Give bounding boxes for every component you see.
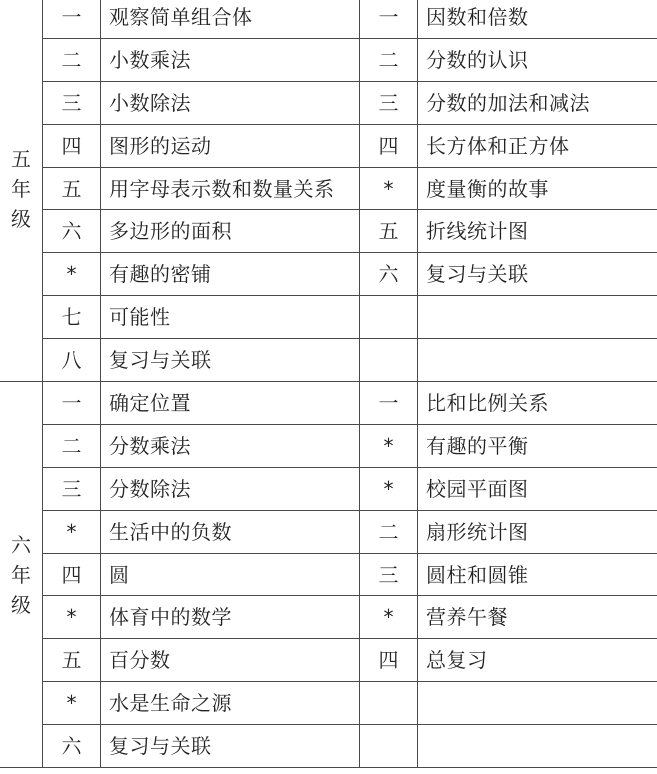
semester2-unit-number: [360, 296, 418, 339]
table-row: [0, 167, 657, 210]
semester2-unit-number: *: [360, 424, 418, 467]
table-row: [0, 124, 657, 167]
semester1-unit-title: 生活中的负数: [101, 510, 360, 553]
semester2-unit-title: [418, 682, 657, 725]
table-row: [0, 596, 657, 639]
semester2-unit-title: 扇形统计图: [418, 510, 657, 553]
semester1-unit-title: 复习与关联: [101, 725, 360, 768]
table-row: [0, 210, 657, 253]
semester2-unit-title: 校园平面图: [418, 467, 657, 510]
semester1-unit-number: 八: [43, 339, 101, 382]
semester2-unit-number: 二: [360, 510, 418, 553]
semester2-unit-number: [360, 725, 418, 768]
semester1-unit-number: 五: [43, 639, 101, 682]
semester1-unit-title: 复习与关联: [101, 339, 360, 382]
table-row: [0, 253, 657, 296]
semester1-unit-number: 一: [43, 382, 101, 425]
semester1-unit-number: *: [43, 510, 101, 553]
semester1-unit-title: 图形的运动: [101, 124, 360, 167]
table-row: [0, 639, 657, 682]
semester2-unit-title: 长方体和正方体: [418, 124, 657, 167]
semester1-unit-number: 二: [43, 424, 101, 467]
semester1-unit-number: *: [43, 253, 101, 296]
semester1-unit-number: *: [43, 596, 101, 639]
table-row: [0, 296, 657, 339]
grade-label: 六年级: [11, 532, 31, 617]
semester1-unit-title: 分数乘法: [101, 424, 360, 467]
grade-label: 五年级: [11, 146, 31, 231]
semester1-unit-title: 小数乘法: [101, 38, 360, 81]
semester1-unit-title: 小数除法: [101, 81, 360, 124]
semester2-unit-number: 四: [360, 124, 418, 167]
semester2-unit-number: [360, 339, 418, 382]
grade-cell: [0, 0, 43, 382]
semester2-unit-title: 营养午餐: [418, 596, 657, 639]
semester1-unit-number: 三: [43, 467, 101, 510]
table-row: [0, 38, 657, 81]
semester2-unit-number: [360, 682, 418, 725]
semester1-unit-number: 四: [43, 553, 101, 596]
semester1-unit-title: 有趣的密铺: [101, 253, 360, 296]
semester1-unit-title: 观察简单组合体: [101, 0, 360, 38]
semester2-unit-number: *: [360, 596, 418, 639]
semester1-unit-title: 用字母表示数和数量关系: [101, 167, 360, 210]
semester2-unit-number: 一: [360, 0, 418, 38]
semester2-unit-number: 六: [360, 253, 418, 296]
semester1-unit-number: 三: [43, 81, 101, 124]
semester2-unit-title: [418, 296, 657, 339]
semester2-unit-number: 二: [360, 38, 418, 81]
semester2-unit-number: 四: [360, 639, 418, 682]
semester1-unit-number: 四: [43, 124, 101, 167]
semester1-unit-number: 二: [43, 38, 101, 81]
semester1-unit-title: 多边形的面积: [101, 210, 360, 253]
semester1-unit-number: *: [43, 682, 101, 725]
semester2-unit-title: 总复习: [418, 639, 657, 682]
semester2-unit-title: 分数的加法和减法: [418, 81, 657, 124]
table-row: [0, 81, 657, 124]
table-row: [0, 382, 657, 425]
semester1-unit-number: 七: [43, 296, 101, 339]
semester1-unit-title: 确定位置: [101, 382, 360, 425]
semester2-unit-number: *: [360, 467, 418, 510]
semester2-unit-title: [418, 725, 657, 768]
semester2-unit-title: 比和比例关系: [418, 382, 657, 425]
semester2-unit-number: 三: [360, 81, 418, 124]
table-row: [0, 553, 657, 596]
semester2-unit-number: 一: [360, 382, 418, 425]
semester1-unit-title: 水是生命之源: [101, 682, 360, 725]
semester1-unit-title: 分数除法: [101, 467, 360, 510]
semester1-unit-title: 圆: [101, 553, 360, 596]
table-row: [0, 725, 657, 768]
semester1-unit-number: 六: [43, 725, 101, 768]
semester1-unit-title: 百分数: [101, 639, 360, 682]
semester2-unit-title: [418, 339, 657, 382]
semester2-unit-title: 复习与关联: [418, 253, 657, 296]
table-row: [0, 424, 657, 467]
semester2-unit-title: 有趣的平衡: [418, 424, 657, 467]
semester2-unit-title: 折线统计图: [418, 210, 657, 253]
grade-cell: [0, 382, 43, 768]
table-row: [0, 682, 657, 725]
semester2-unit-title: 分数的认识: [418, 38, 657, 81]
table-row: [0, 467, 657, 510]
table-row: [0, 339, 657, 382]
semester1-unit-title: 可能性: [101, 296, 360, 339]
semester1-unit-number: 六: [43, 210, 101, 253]
semester2-unit-title: 度量衡的故事: [418, 167, 657, 210]
semester2-unit-title: 因数和倍数: [418, 0, 657, 38]
semester2-unit-number: 五: [360, 210, 418, 253]
table-row: [0, 0, 657, 38]
semester2-unit-number: *: [360, 167, 418, 210]
table-row: [0, 510, 657, 553]
semester2-unit-number: 三: [360, 553, 418, 596]
semester2-unit-title: 圆柱和圆锥: [418, 553, 657, 596]
semester1-unit-title: 体育中的数学: [101, 596, 360, 639]
semester1-unit-number: 一: [43, 0, 101, 38]
semester1-unit-number: 五: [43, 167, 101, 210]
